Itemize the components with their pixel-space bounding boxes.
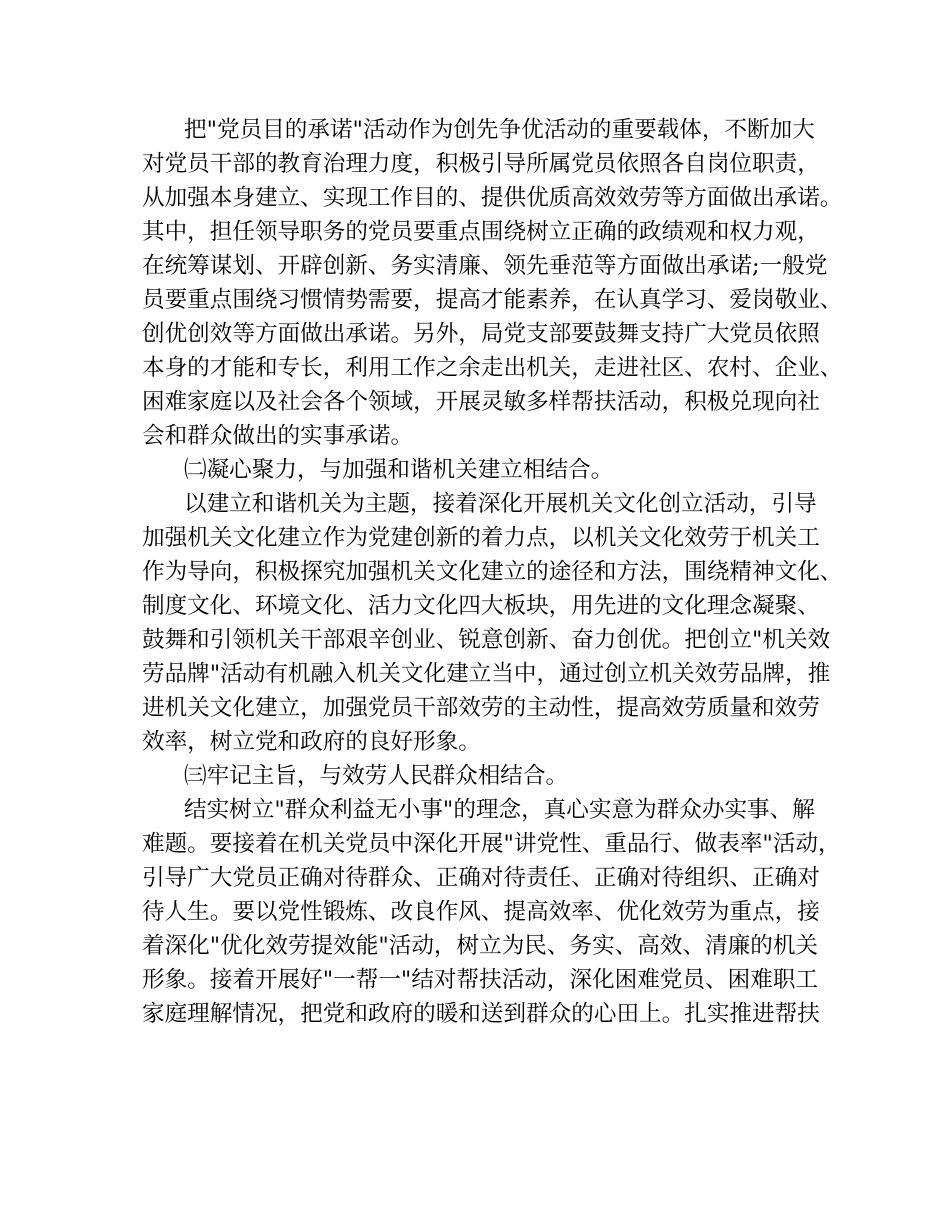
paragraph-1-line-4: 其中，担任领导职务的党员要重点围绕树立正确的政绩观和权力观， [142,219,820,245]
paragraph-2-line-2: 加强机关文化建立作为党建创新的着力点，以机关文化效劳于机关工 [142,525,820,551]
paragraph-1-line-10: 会和群众做出的实事承诺。 [142,423,414,449]
section-heading-3: ㈢牢记主旨，与效劳人民群众相结合。 [184,763,569,789]
paragraph-2-line-3: 作为导向，积极探究加强机关文化建立的途径和方法，围绕精神文化、 [142,559,843,585]
paragraph-2-line-8: 效率，树立党和政府的良好形象。 [142,729,481,755]
section-heading-2: ㈡凝心聚力，与加强和谐机关建立相结合。 [184,457,614,483]
paragraph-1-line-6: 员要重点围绕习惯情势需要，提高才能素养，在认真学习、爱岗敬业、 [142,287,843,313]
paragraph-2-line-5: 鼓舞和引领机关干部艰辛创业、锐意创新、奋力创优。把创立"机关效 [142,627,831,653]
paragraph-3-line-6: 形象。接着开展好"一帮一"结对帮扶活动，深化困难党员、困难职工 [142,967,819,993]
paragraph-2-line-6: 劳品牌"活动有机融入机关文化建立当中，通过创立机关效劳品牌，推 [142,661,831,687]
paragraph-3-line-4: 待人生。要以党性锻炼、改良作风、提高效率、优化效劳为重点，接 [142,899,820,925]
paragraph-1-line-8: 本身的才能和专长，利用工作之余走出机关，走进社区、农村、企业、 [142,355,843,381]
paragraph-3-line-5: 着深化"优化效劳提效能"活动，树立为民、务实、高效、清廉的机关 [142,933,819,959]
paragraph-1-line-7: 创优创效等方面做出承诺。另外，局党支部要鼓舞支持广大党员依照 [142,321,820,347]
paragraph-3-line-3: 引导广大党员正确对待群众、正确对待责任、正确对待组织、正确对 [142,865,820,891]
paragraph-1-line-1: 把"党员目的承诺"活动作为创先争优活动的重要载体，不断加大 [184,117,815,143]
paragraph-2-line-1: 以建立和谐机关为主题，接着深化开展机关文化创立活动，引导 [184,491,817,517]
paragraph-3-line-2: 难题。要接着在机关党员中深化开展"讲党性、重品行、做表率"活动， [142,831,841,857]
paragraph-1-line-5: 在统筹谋划、开辟创新、务实清廉、领先垂范等方面做出承诺;一般党 [142,253,828,279]
paragraph-2-line-7: 进机关文化建立，加强党员干部效劳的主动性，提高效劳质量和效劳 [142,695,820,721]
paragraph-3-line-1: 结实树立"群众利益无小事"的理念，真心实意为群众办实事、解 [184,797,815,823]
paragraph-3-line-7: 家庭理解情况，把党和政府的暖和送到群众的心田上。扎实推进帮扶 [142,1001,820,1027]
paragraph-1-line-9: 困难家庭以及社会各个领域，开展灵敏多样帮扶活动，积极兑现向社 [142,389,820,415]
paragraph-1-line-2: 对党员干部的教育治理力度，积极引导所属党员依照各自岗位职责， [142,151,820,177]
paragraph-2-line-4: 制度文化、环境文化、活力文化四大板块，用先进的文化理念凝聚、 [142,593,820,619]
paragraph-1-line-3: 从加强本身建立、实现工作目的、提供优质高效效劳等方面做出承诺。 [142,185,843,211]
